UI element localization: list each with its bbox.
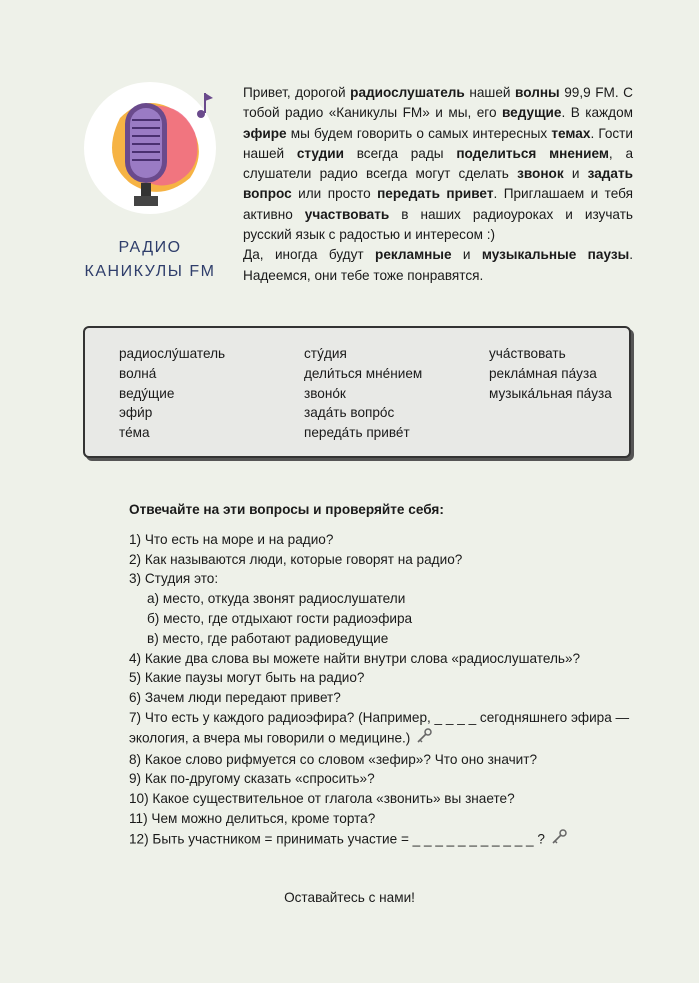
bold-term: волны xyxy=(515,85,560,100)
logo-title-line2: КАНИКУЛЫ FM xyxy=(84,263,216,280)
vocab-word: эфи́р xyxy=(119,405,153,421)
vocab-word: музыка́льная па́уза xyxy=(489,385,612,401)
question-text: 5) Какие паузы могут быть на радио? xyxy=(129,670,365,686)
intro-paragraph-1 xyxy=(243,83,633,245)
radio-logo xyxy=(80,78,220,218)
questions-list xyxy=(129,530,639,851)
vocabulary-box xyxy=(83,326,631,458)
vocab-column-3 xyxy=(489,344,612,403)
question-text: 10) Какое существительное от глагола «звонить» вы знаете? xyxy=(129,791,515,807)
question-text: 11) Чем можно делиться, кроме торта? xyxy=(129,810,376,826)
question-text: в) место, где работают радиоведущие xyxy=(147,630,389,646)
intro-text-segment: или просто xyxy=(291,186,378,202)
intro-text-segment: всегда рады xyxy=(344,145,457,161)
bold-term: студии xyxy=(296,145,344,161)
intro-text xyxy=(243,83,633,286)
intro-text-segment: , а слушатели радио всегда могут сделать xyxy=(243,145,633,182)
bold-term: темах xyxy=(551,125,591,141)
question-text: а) место, откуда звонят радиослушатели xyxy=(147,591,406,607)
key-icon xyxy=(551,829,567,851)
bold-term: ведущие xyxy=(501,105,562,121)
key-icon xyxy=(416,728,432,750)
question-item xyxy=(129,629,639,649)
vocab-column-1 xyxy=(119,344,225,443)
question-text: 4) Какие два слова вы можете найти внутри слова «радиослушатель»? xyxy=(129,650,581,666)
question-item xyxy=(129,829,639,851)
question-item xyxy=(129,550,639,570)
logo-title-line1: РАДИО xyxy=(118,239,182,256)
vocab-word: звоно́к xyxy=(304,385,346,401)
vocab-word: веду́щие xyxy=(119,385,175,401)
bold-term: радиослушатель xyxy=(350,85,465,100)
question-item xyxy=(129,789,639,809)
bold-term: эфире xyxy=(243,125,287,141)
bold-term: поделиться мнением xyxy=(456,145,609,161)
question-item xyxy=(129,688,639,708)
bold-term: передать привет xyxy=(377,186,494,202)
intro-text-segment: 99,9 FM. С тобой радио «Каникулы FM» и мы, его xyxy=(243,85,634,121)
question-text: 1) Что есть на море и на радио? xyxy=(129,531,334,547)
question-text: 3) Студия это: xyxy=(129,571,219,587)
question-text: 8) Какое слово рифмуется со словом «зефир»? Что оно значит? xyxy=(129,751,538,767)
question-text: б) место, где отдыхают гости радиоэфира xyxy=(147,610,413,626)
intro-text-segment: мы будем говорить о самых интересных xyxy=(286,125,552,141)
vocab-word: переда́ть приве́т xyxy=(304,425,410,441)
intro-text-segment: Привет, дорогой xyxy=(243,85,351,100)
logo-title xyxy=(80,236,220,284)
question-item xyxy=(129,668,639,688)
intro-text-segment: . Гости нашей xyxy=(243,125,633,161)
bold-term: задать вопрос xyxy=(243,166,633,202)
bold-term: рекламные xyxy=(375,247,452,263)
question-text: экология, а вчера мы говорили о медицине.) xyxy=(129,730,411,746)
question-item xyxy=(129,769,639,789)
question-text: 6) Зачем люди передают привет? xyxy=(129,690,341,706)
vocab-word: рекла́мная па́уза xyxy=(489,365,597,381)
question-item xyxy=(129,728,639,750)
bold-term: участвовать xyxy=(304,206,390,222)
intro-text-segment: нашей xyxy=(464,85,516,100)
bold-term: музыкальные паузы xyxy=(481,247,630,263)
intro-text-segment: в наших радиоуроках и изучать русский язык с радостью и интересом :) xyxy=(243,206,634,243)
intro-text-segment: и xyxy=(563,166,588,182)
intro-text-segment: Да, иногда будут xyxy=(243,247,376,263)
question-text: 9) Как по-другому сказать «спросить»? xyxy=(129,771,375,787)
question-item xyxy=(129,530,639,550)
bold-term: звонок xyxy=(517,166,564,182)
vocab-word: те́ма xyxy=(119,425,150,441)
intro-text-segment: . Надеемся, они тебе тоже понравятся. xyxy=(243,247,633,283)
vocab-word: зада́ть вопро́с xyxy=(304,405,395,421)
vocab-word: сту́дия xyxy=(304,346,347,361)
vocab-column-2 xyxy=(304,344,422,443)
vocab-word: уча́ствовать xyxy=(489,346,566,361)
question-text: 2) Как называются люди, которые говорят на радио? xyxy=(129,551,463,567)
footer-text: Оставайтесь с нами! xyxy=(284,890,415,905)
question-item xyxy=(129,649,639,669)
question-item xyxy=(129,569,639,589)
intro-paragraph-2 xyxy=(243,245,633,286)
questions-section xyxy=(129,500,639,851)
question-item xyxy=(129,809,639,829)
question-item xyxy=(129,609,639,629)
question-item xyxy=(129,589,639,609)
microphone-logo-icon xyxy=(80,78,220,218)
questions-heading: Отвечайте на эти вопросы и проверяйте себя: xyxy=(129,502,444,517)
question-text: 7) Что есть у каждого радиоэфира? (Например, _ _ _ _ сегодняшнего эфира — xyxy=(129,709,630,725)
intro-text-segment: . В каждом xyxy=(561,105,633,121)
vocab-word: волна́ xyxy=(119,365,157,381)
vocab-word: радиослу́шатель xyxy=(119,346,226,361)
question-item xyxy=(129,708,639,728)
vocab-word: дели́ться мне́нием xyxy=(304,365,423,381)
question-text: 12) Быть участником = принимать участие = _ _ _ _ _ _ _ _ _ _ _ ? xyxy=(129,831,545,847)
intro-text-segment: и xyxy=(451,247,482,263)
question-item xyxy=(129,750,639,770)
intro-text-segment: . Приглашаем и тебя активно xyxy=(243,186,633,222)
